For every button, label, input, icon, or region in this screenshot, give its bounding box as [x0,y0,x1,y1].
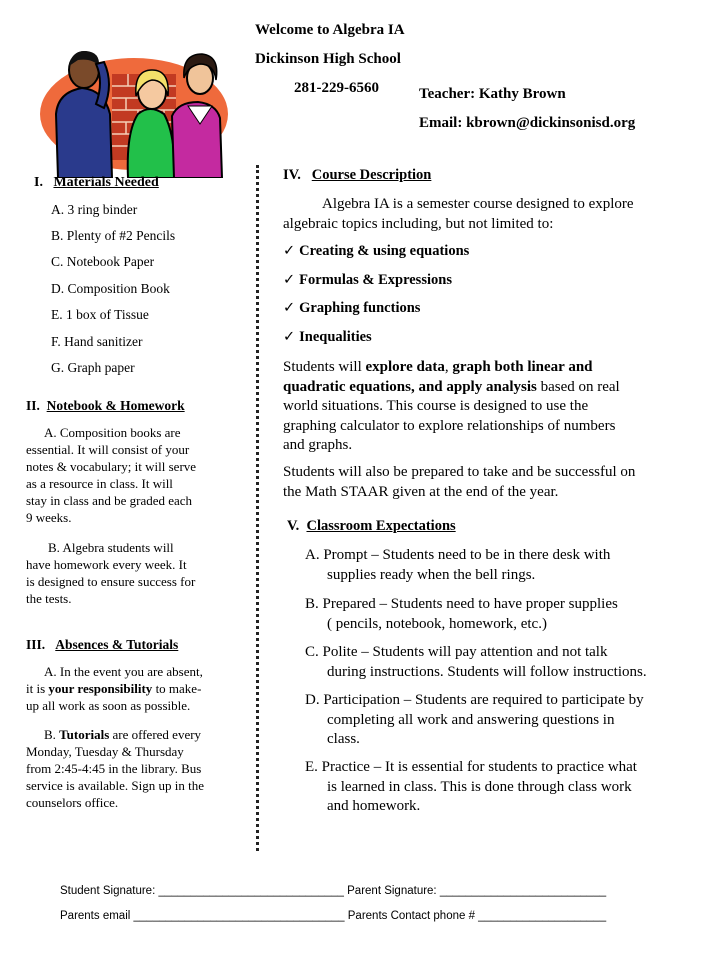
absences-heading: III. Absences & Tutorials [26,637,179,652]
teacher-email: Email: kbrown@dickinsonisd.org [419,115,636,131]
text-line: Algebra IA is a semester course designed to explore [322,196,634,212]
text-line: A. In the event you are absent, [44,664,203,679]
topic-item: ✓ Creating & using equations [283,243,470,259]
text-line: quadratic equations, and apply analysis based on real [283,378,620,395]
absences-paragraph-2 [26,726,254,811]
absences-paragraph-1 [26,663,254,714]
text-line: it is your responsibility to make- [26,681,202,696]
text-line: and graphs. [283,437,353,453]
checkmark-icon: ✓ [283,300,296,316]
text-line: is designed to ensure success for [26,574,196,589]
text-line: as a resource in class. It will [26,476,173,491]
text-line: A. Composition books are [44,425,181,440]
checkmark-icon: ✓ [283,272,296,288]
checkmark-icon: ✓ [283,329,296,345]
checkmark-icon: ✓ [283,243,296,259]
notebook-paragraph-2 [26,539,254,607]
material-item: F. Hand sanitizer [51,334,143,349]
text-line: notes & vocabulary; it will serve [26,459,197,474]
text-line: B. Algebra students will [48,540,174,555]
topic-item: ✓ Formulas & Expressions [283,272,452,288]
expectation-item: D. Participation – Students are required to participate by completing all work and answering questions in class. [305,692,644,747]
teachers-clipart [38,44,230,178]
material-item: G. Graph paper [51,360,135,375]
text-line: algebraic topics including, but not limited to: [283,215,554,232]
text-line: world situations. This course is designed to use the [283,398,589,414]
text-line: counselors office. [26,795,119,810]
material-item: A. 3 ring binder [51,202,138,217]
signature-line-student-parent[interactable]: Student Signature: _____________________________ Parent Signature: __________________________ [60,885,607,897]
welcome-heading: Welcome to Algebra IA [255,22,405,38]
text-line: Monday, Tuesday & Thursday [26,744,184,759]
topic-item: ✓ Graphing functions [283,300,421,316]
topic-item: ✓ Inequalities [283,329,372,345]
text-line: Students will also be prepared to take and be successful on [283,464,636,480]
expectation-item: B. Prepared – Students need to have proper supplies ( pencils, notebook, homework, etc.) [305,596,618,632]
material-item: D. Composition Book [51,281,170,296]
school-name: Dickinson High School [255,51,401,67]
text-line: the tests. [26,591,72,606]
text-line: B. Tutorials are offered every [44,727,202,742]
text-line: graphing calculator to explore relationships of numbers [283,417,616,434]
notebook-heading: II. Notebook & Homework [26,398,185,413]
school-phone: 281-229-6560 [294,80,379,96]
text-line: have homework every week. It [26,557,187,572]
material-item: C. Notebook Paper [51,254,155,269]
signature-line-contact[interactable]: Parents email _________________________________ Parents Contact phone # ____________________ [60,910,607,922]
man-figure-icon [56,51,112,178]
expectation-item: E. Practice – It is essential for students to practice what is learned in class. This is done through class work and homework. [305,759,637,814]
material-item: E. 1 box of Tissue [51,307,149,322]
teacher-name: Teacher: Kathy Brown [419,86,566,102]
course-paragraph-2 [283,358,713,456]
column-divider [256,165,259,851]
materials-heading: I. Materials Needed [34,175,159,190]
course-heading: IV. Course Description [283,167,432,183]
notebook-paragraph-1 [26,424,254,526]
text-line: service is available. Sign up in the [26,778,204,793]
text-line: 9 weeks. [26,510,72,525]
expectation-item: C. Polite – Students will pay attention and not talk during instructions. Students will follow instructions. [305,644,647,680]
text-line: stay in class and be graded each [26,493,193,508]
text-line: up all work as soon as possible. [26,698,191,713]
text-line: essential. It will consist of your [26,442,190,457]
course-paragraph-3 [283,463,713,502]
course-intro [283,195,713,234]
material-item: B. Plenty of #2 Pencils [51,228,176,243]
expectation-item: A. Prompt – Students need to be in there desk with supplies ready when the bell rings. [305,547,611,583]
text-line: from 2:45-4:45 in the library. Bus [26,761,202,776]
text-line: the Math STAAR given at the end of the year. [283,483,559,500]
text-line: Students will explore data, graph both linear and [283,359,593,375]
expectations-heading: V. Classroom Expectations [287,518,456,534]
